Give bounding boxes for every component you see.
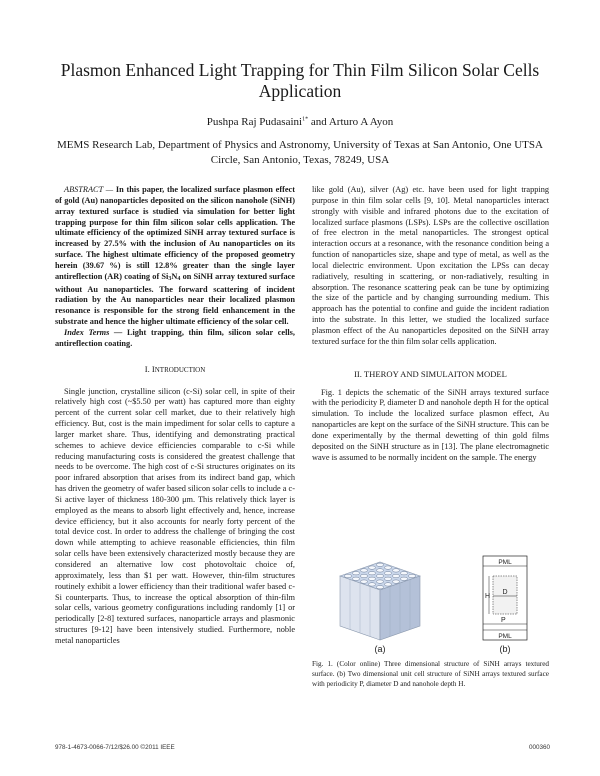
nanohole: [368, 583, 375, 586]
nanohole: [352, 577, 359, 580]
label-d: D: [502, 589, 508, 596]
index-terms: [55, 328, 295, 350]
nanohole: [376, 586, 383, 589]
nanohole: [368, 572, 375, 575]
nanohole: [368, 566, 375, 569]
paper-title: Plasmon Enhanced Light Trapping for Thin Film Silicon Solar Cells Application: [60, 60, 540, 101]
index-terms-text: Light trapping, thin film, silicon solar cells, antireflection coating.: [55, 327, 295, 348]
nanohole: [360, 580, 367, 583]
nanohole: [384, 572, 391, 575]
abstract-text: In this paper, the localized surface plasmon effect of gold (Au) nanoparticles deposited on the silicon nanohole (SiNH) array textured surface is studied via simulation for better light trapping purpose for thin film silicon solar cells application. The ultimate efficiency of the optimized SiNH array textured surface is increased by 27.5% with the inclusion of Au nanoparticles on its surface. The highest ultimate efficiency of the proposed geometry herein (39.67 %) is still 12.8% greater than the single layer antireflection (AR) coating of $Si_3N_4$ on SiNH array textured surface without Au nanoparticles. The forward scattering of incident radiation by the Au nanoparticles near their localized plasmon resonance is responsible for the strong field enhancement in the substrate and hence the higher ultimate efficiency of the solar cell.: [55, 185, 295, 327]
nanohole: [376, 563, 383, 566]
figure-label-a: (a): [374, 644, 386, 654]
nanohole: [400, 572, 407, 575]
index-terms-label: Index Terms —: [64, 327, 123, 337]
footer: [55, 744, 550, 751]
nanohole: [384, 583, 391, 586]
section-heading-introduction: I. INTRODUCTION: [144, 363, 206, 374]
nanohole: [384, 577, 391, 580]
figure-1: [318, 554, 548, 654]
right-column-text: like gold (Au), silver (Ag) etc. have been used for light trapping purpose in thin film solar cells [9, 10]. Metal nanoparticles interact strongly with visible and infrared photons due to the excitation of localized surface plasmons (LSPs). LSPs are the collective oscillation of free electron in the metal nanoparticles. The strongest optical interaction occurs at a resonance, with the resonance condition being a function of nanoparticles size, shape and type of metal, as well as the local dielectric environment. Upon excitation the LPSs can decay radiatively, resulting in scattering, or non-radiatively, resulting in absorption. The resonance scattering peak can be tune by optimizing the size of the particle and by changing surrounding medium. This approach has the potential to confine and guide the incident radiation into the substrate. In this letter, we studied the localized surface plasmon effect of the Au nanoparticles deposited on the SiNH array textured surface for the thin film solar cells application.: [312, 185, 549, 346]
label-h: H: [485, 593, 491, 600]
pml-bottom-label: PML: [498, 633, 512, 640]
left-column: [55, 185, 295, 647]
nanohole: [376, 569, 383, 572]
nanohole: [360, 569, 367, 572]
nanohole: [400, 577, 407, 580]
nanohole: [392, 574, 399, 577]
pml-top-label: PML: [498, 559, 512, 566]
footer-isbn: 978-1-4673-0066-7/12/$26.00 ©2011 IEEE: [55, 744, 175, 751]
abstract-label: ABSTRACT —: [64, 185, 114, 194]
si3n4-formula: $Si_3N_4$: [161, 271, 181, 282]
nanohole: [392, 580, 399, 583]
right-column: [312, 185, 549, 463]
nanohole: [384, 566, 391, 569]
introduction-text: Single junction, crystalline silicon (c-Si) solar cell, in spite of their relatively high cost (~$5.50 per watt) has captured more than eighty percent of the current solar cell market, due to their relatively high efficiency. But, cost is the main impediment for solar cells to capture a larger market share. Thus, identifying and demonstrating practical schemes to achieve device efficiencies comparable to c-Si while reducing manufacturing costs is considered the greatest challenge that needs to be overcome. The high cost of c-Si structures originates on its poor infrared absorption that arises from its indirect band gap, which has driven the geometry of wafer based silicon solar cells to include a c-Si active layer of thickness 180-300 μm. This relatively thick layer is employed as the means to absorb light effectively and, hence, increase device efficiency, but it also accounts for nearly forty percent of the total device cost. In order to address the challenge of bringing the cost down while attempting to achieve reasonable efficiencies, thin film solar cells have been extensively characterized mostly because they are considered an alternative low cost photovoltaic choice of, approximately, less than $1 per watt. However, thin-film structures routinely exhibit a lower efficiency than their traditional wafer based c-Si counterparts. Thus, to increase the optical absorption of thin-film solar cells, various geometry configurations including randomly [1] or periodically [2-8] textured surfaces, nanoparticle arrays and plasmonic structures [9-12] have been intensively studied. Furthermore, noble metal nanoparticles: [55, 386, 295, 645]
nanohole: [352, 572, 359, 575]
nanohole: [344, 574, 351, 577]
nanohole: [360, 574, 367, 577]
figure-label-b: (b): [499, 644, 511, 654]
nanohole: [368, 577, 375, 580]
nanohole: [408, 574, 415, 577]
nanohole: [392, 569, 399, 572]
author-line: Pushpa Raj Pudasaini$^{1*}$ and Arturo A Ayon: [206, 116, 394, 128]
figure-caption: Fig. 1. (Color online) Three dimensional structure of SiNH arrays textured surface. (b) Two dimensional unit cell structure of SiNH arrays textured surface with periodicity P, diameter D and nanohole depth H.: [312, 660, 549, 688]
theory-text: Fig. 1 depicts the schematic of the SiNH arrays textured surface with the periodicity P, diameter D and nanohole depth H for the optical simulation. To include the localized surface plasmon effect, Au nanoparticles are kept on the surface of the SiNH structure. This can be done experimentally by the thermal dewetting of thin gold films deposited on the SiNH structure as in [13]. The plane electromagnetic wave is assumed to be normally incident on the sample. The energy: [312, 387, 549, 462]
abstract: [55, 185, 295, 328]
figure-1b-unit-cell: [483, 556, 527, 654]
figure-1a-3d-structure: [340, 562, 420, 654]
page-number: 000360: [528, 744, 550, 751]
section-heading-theory: II. THEROY AND SIMULAITON MODEL: [354, 368, 507, 379]
nanohole: [376, 580, 383, 583]
label-p: P: [501, 617, 506, 624]
affiliation: MEMS Research Lab, Department of Physics and Astronomy, University of Texas at San Antonio, One UTSA Circle, San Antonio, Texas, 78249, USA: [57, 139, 543, 166]
nanohole: [376, 574, 383, 577]
